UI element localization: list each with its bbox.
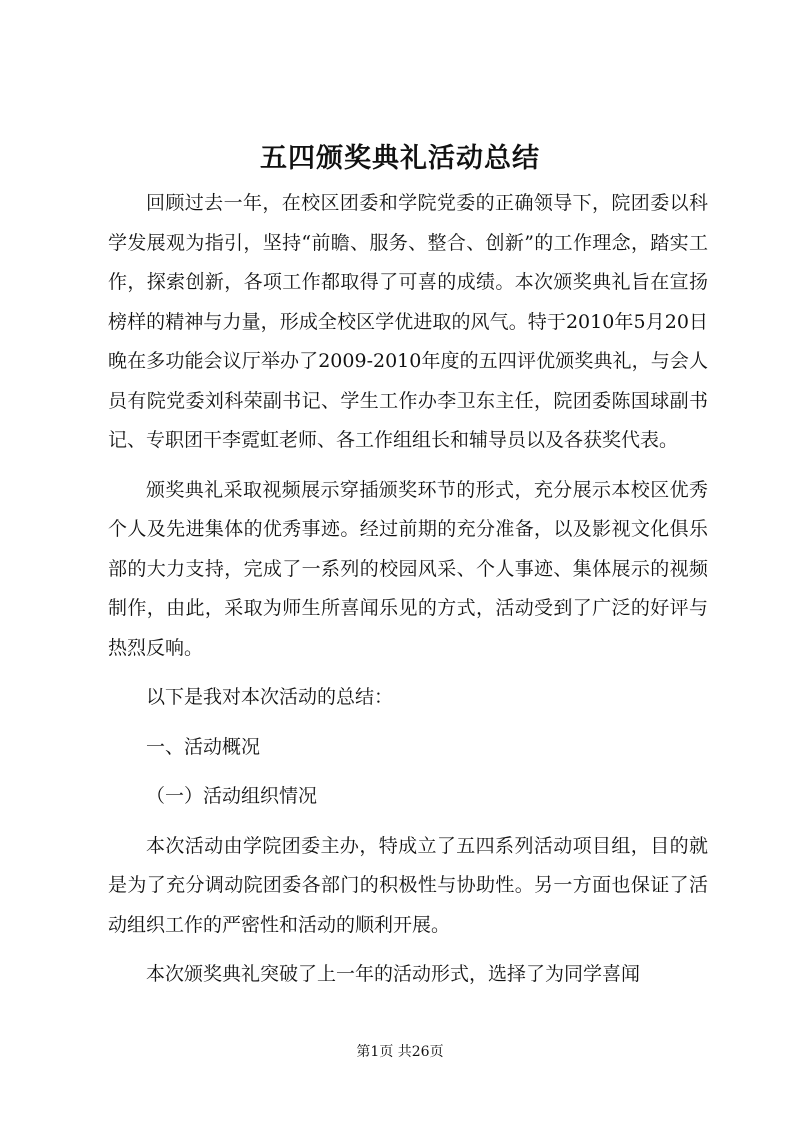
subsection-heading-organization: （一）活动组织情况 <box>146 785 318 807</box>
paragraph-new-format: 本次颁奖典礼突破了上一年的活动形式，选择了为同学喜闻 <box>146 963 641 985</box>
paragraph-ceremony-format: 颁奖典礼采取视频展示穿插颁奖环节的形式，充分展示本校区优秀个人及先进集体的优秀事迹。经过前期的充分准备，以及影视文化俱乐部的大力支持，完成了一系列的校园风采、个人事迹、集体展示的视频制作，由此，采取为师生所喜闻乐见的方式，活动受到了广泛的好评与热烈反响。 <box>108 478 708 659</box>
paragraph-summary-lead: 以下是我对本次活动的总结： <box>146 686 394 708</box>
section-heading-overview: 一、活动概况 <box>146 735 261 758</box>
page-number-footer: 第1页 共26页 <box>356 1044 444 1060</box>
paragraph-intro: 回顾过去一年，在校区团委和学院党委的正确领导下，院团委以科学发展观为指引，坚持“前瞻、服务、整合、创新”的工作理念，踏实工作，探索创新，各项工作都取得了可喜的成绩。本次颁奖典礼旨在宣扬榜样的精神与力量，形成全校区学优进取的风气。特于2010年5月20日晚在多功能会议厅举办了2009-2010年度的五四评优颁奖典礼，与会人员有院党委刘科荣副书记、学生工作办李卫东主任，院团委陈国球副书记、专职团干李霓虹老师、各工作组组长和辅导员以及各获奖代表。 <box>108 192 708 451</box>
paragraph-organization: 本次活动由学院团委主办，特成立了五四系列活动项目组，目的就是为了充分调动院团委各部门的积极性与协助性。另一方面也保证了活动组织工作的严密性和活动的顺利开展。 <box>108 834 708 936</box>
document-body <box>108 184 708 995</box>
document-title: 五四颁奖典礼活动总结 <box>260 143 540 174</box>
